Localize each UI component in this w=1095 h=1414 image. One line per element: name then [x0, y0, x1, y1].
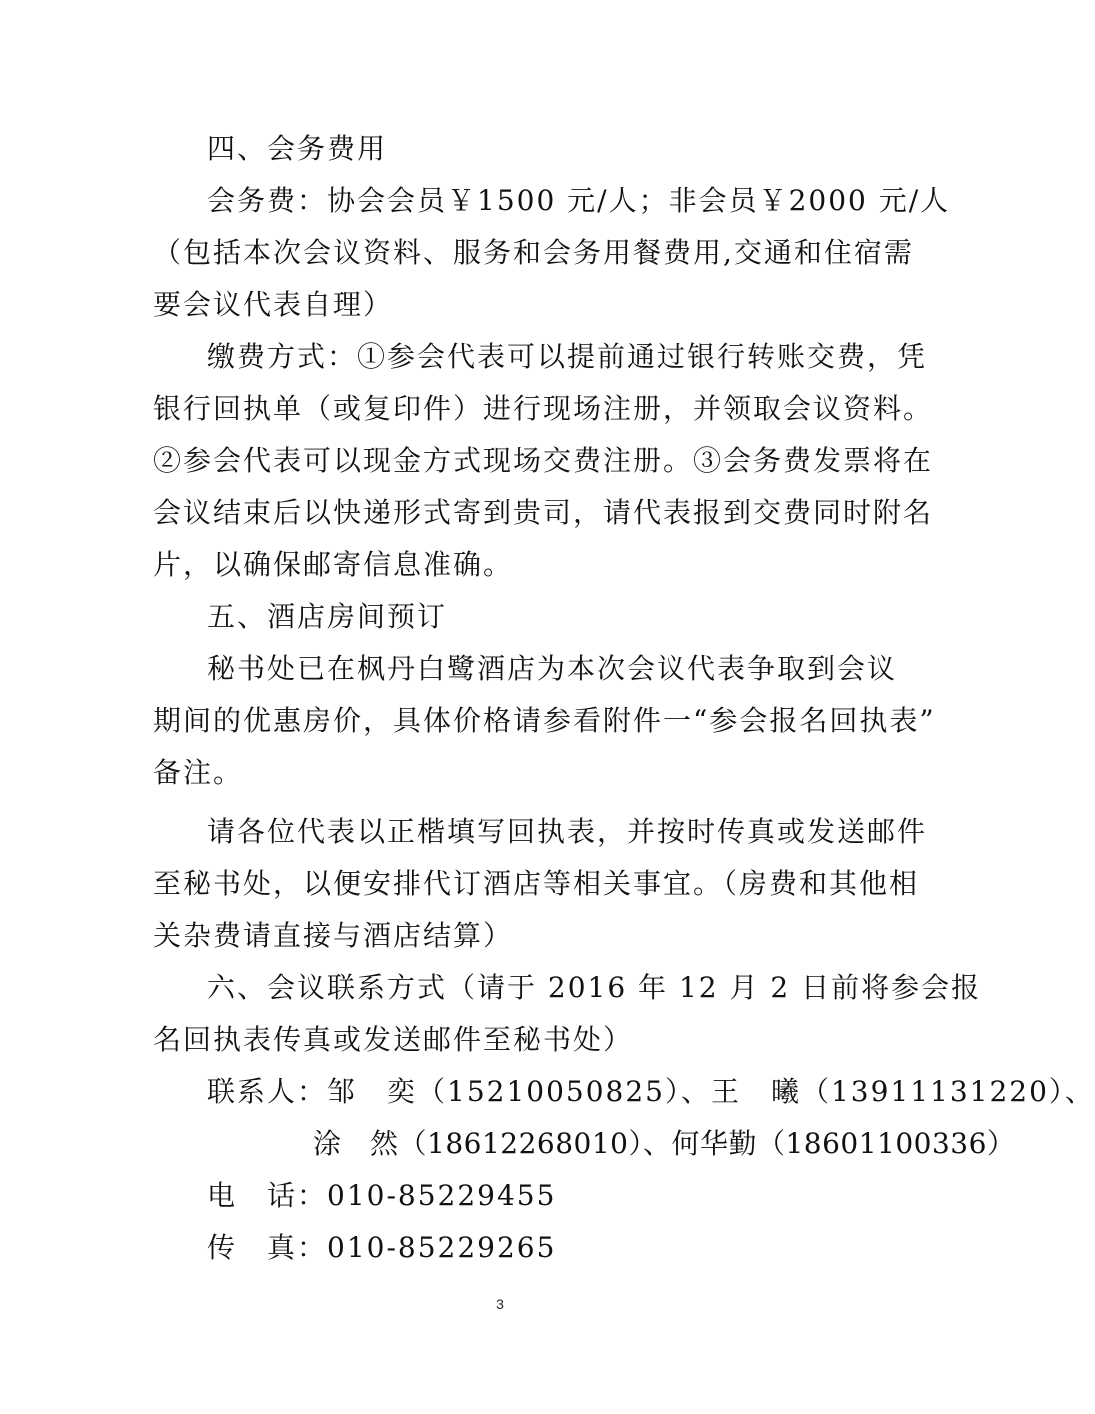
section-6-heading-line-2: 名回执表传真或发送邮件至秘书处）: [153, 1023, 634, 1056]
phone-line: 电 话：010-85229455: [207, 1179, 557, 1212]
contacts-line-2: 涂 然（18612268010）、何华勤（18601100336）: [313, 1127, 1016, 1160]
page-number: 3: [496, 1296, 504, 1312]
hotel-para2-line-1: 请各位代表以正楷填写回执表，并按时传真或发送邮件: [207, 815, 928, 848]
section-5-heading: 五、酒店房间预订: [207, 600, 448, 633]
section-6-heading-line-1: 六、会议联系方式（请于 2016 年 12 月 2 日前将参会报: [207, 971, 982, 1004]
fee-line-3: 要会议代表自理）: [153, 288, 394, 321]
fax-line: 传 真：010-85229265: [207, 1231, 557, 1264]
payment-line-2: 银行回执单（或复印件）进行现场注册，并领取会议资料。: [153, 392, 934, 425]
fee-line-1: 会务费：协会会员￥1500 元/人；非会员￥2000 元/人: [207, 184, 951, 217]
section-4-heading: 四、会务费用: [207, 132, 388, 165]
hotel-para2-line-3: 关杂费请直接与酒店结算）: [153, 919, 514, 952]
hotel-para1-line-2: 期间的优惠房价，具体价格请参看附件一“参会报名回执表”: [153, 704, 936, 737]
payment-line-5: 片，以确保邮寄信息准确。: [153, 548, 514, 581]
contacts-line-1: 联系人：邹 奕（15210050825）、王 曦（13911131220）、: [207, 1075, 1095, 1108]
payment-line-4: 会议结束后以快递形式寄到贵司，请代表报到交费同时附名: [153, 496, 934, 529]
fee-line-2: （包括本次会议资料、服务和会务用餐费用,交通和住宿需: [153, 236, 914, 269]
payment-line-1: 缴费方式：①参会代表可以提前通过银行转账交费，凭: [207, 340, 928, 373]
hotel-para2-line-2: 至秘书处，以便安排代订酒店等相关事宜。（房费和其他相: [153, 867, 920, 900]
hotel-para1-line-3: 备注。: [153, 756, 244, 789]
payment-line-3: ②参会代表可以现金方式现场交费注册。③会务费发票将在: [153, 444, 934, 477]
hotel-para1-line-1: 秘书处已在枫丹白鹭酒店为本次会议代表争取到会议: [207, 652, 898, 685]
